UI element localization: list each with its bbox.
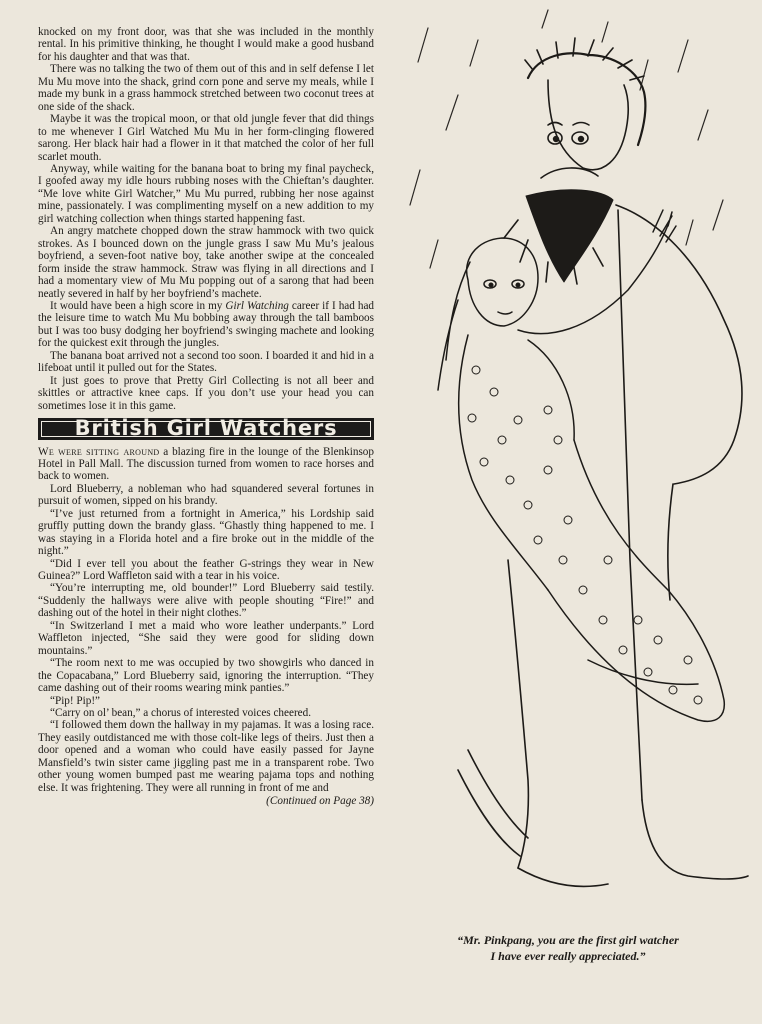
section-paragraph: “The room next to me was occupied by two showgirls who danced in the Copacabana,” Lord Blueberry said, ignoring the interruption. “They came dashing out of their rooms wearing mink panties.” xyxy=(38,657,374,695)
article-paragraph: Maybe it was the tropical moon, or that old jungle fever that did things to me whenever I Girl Watched Mu Mu in her form-clinging flowered sarong. Her black hair had a flower in it that matched the color of her full scarlet mouth. xyxy=(38,113,374,163)
woman-figure xyxy=(438,210,724,721)
article-paragraph: It just goes to prove that Pretty Girl Collecting is not all beer and skittles or attractive knee caps. If you don’t use your head you can sometimes lose it in this game. xyxy=(38,374,374,412)
text-run: a blazing fire in the lounge of the Blenkinsop Hotel in Pall Mall. The discussion turned from women to race horses and back to women. xyxy=(38,445,374,483)
section-paragraph: “Pip! Pip!” xyxy=(50,694,101,707)
section-paragraph: “I followed them down the hallway in my pajamas. It was a losing race. They easily outdistanced me with those colt-like legs of theirs. Just then a door opened and a woman who could have easily passed for Jayne Mansfield’s twin sister came jiggling past me in a transparent robe. Two other young women bumped past me wearing pajama tops and nothing else. It was frightening. They were all running in front of me and xyxy=(38,719,374,794)
caption-line: “Mr. Pinkpang, you are the first girl watcher xyxy=(457,933,679,947)
dress-pattern xyxy=(468,366,702,704)
section-paragraph: “I’ve just returned from a fortnight in America,” his Lordship said gruffly putting down the brandy glass. “Ghastly thing happened to me. I was staying in a Florida hotel and a fire broke out in the middle of the night.” xyxy=(38,507,374,558)
italic-title: Girl Watching xyxy=(225,299,289,312)
text-run: It would have been a high score in my xyxy=(50,299,226,312)
text-run: career if I had had the leisure time to watch Mu Mu bobbing away through the tall bamboos but I was too busy dodging her boyfriend’s swinging machete and looking for the quickest exit through the jungles. xyxy=(38,299,375,350)
article-paragraph-score xyxy=(38,300,374,350)
section-paragraph: “Did I ever tell you about the feather G-strings they wear in New Guinea?” Lord Waffleton said with a tear in his voice. xyxy=(38,557,374,583)
man-figure xyxy=(458,38,748,886)
section-paragraph: “Carry on ol’ bean,” a chorus of interested voices cheered. xyxy=(50,707,312,720)
article-column xyxy=(38,26,374,808)
section-paragraph: “You’re interrupting me, old bounder!” Lord Blueberry said testily. “Suddenly the hallways were alive with people shouting “Fire!” and dashing out of the hotel in their night clothes.” xyxy=(38,582,374,620)
caption-line: I have ever really appreciated.” xyxy=(490,949,646,963)
continued-note xyxy=(38,795,374,807)
section-paragraph: Lord Blueberry, a nobleman who had squandered several fortunes in pursuit of women, sipped on his brandy. xyxy=(38,482,374,508)
cartoon-illustration xyxy=(398,0,762,930)
article-paragraph: An angry matchete chopped down the straw hammock with two quick strokes. As I bounced down on the jungle grass I saw Mu Mu’s jealous boyfriend, a seven-foot native boy, take another swipe at the concealed form inside the straw hammock. Straw was flying in all directions and I had a momentary view of Mu Mu popping out of a sarong that had been neatly severed in half by her boyfriend’s machete. xyxy=(38,225,374,300)
article-paragraph: There was no talking the two of them out of this and in self defense I let Mu Mu move into the shack, grind corn pone and serve my meals, while I made my bunk in a grass hammock stretched between two coconut trees at one side of the shack. xyxy=(38,63,374,113)
article-paragraph: knocked on my front door, was that she was included in the monthly rental. In his primitive thinking, he thought I would make a good husband for his daughter and that was that. xyxy=(38,26,374,63)
continued-text: (Continued on Page 38) xyxy=(266,795,374,808)
article-paragraph: Anyway, while waiting for the banana boat to bring my final paycheck, I goofed away my idle hours rubbing noses with the Chieftan’s daughter. “Me love white Girl Watcher,” Mu Mu purred, rubbing her nose against mine, passionately. I was complimenting myself on a new addition to my girl watching collection when things started happening fast. xyxy=(38,162,374,225)
illustration-caption xyxy=(412,932,724,964)
lead-smallcaps: We were sitting around xyxy=(38,445,160,458)
section-heading: British Girl Watchers xyxy=(38,418,374,439)
section-paragraph: “In Switzerland I met a maid who wore leather underpants.” Lord Waffleton injected, “She said they were good for sliding down mountains.” xyxy=(38,619,374,657)
article-paragraph: The banana boat arrived not a second too soon. I boarded it and hid in a lifeboat until it pulled out for the States. xyxy=(38,349,374,375)
section-lead-paragraph xyxy=(38,446,374,483)
